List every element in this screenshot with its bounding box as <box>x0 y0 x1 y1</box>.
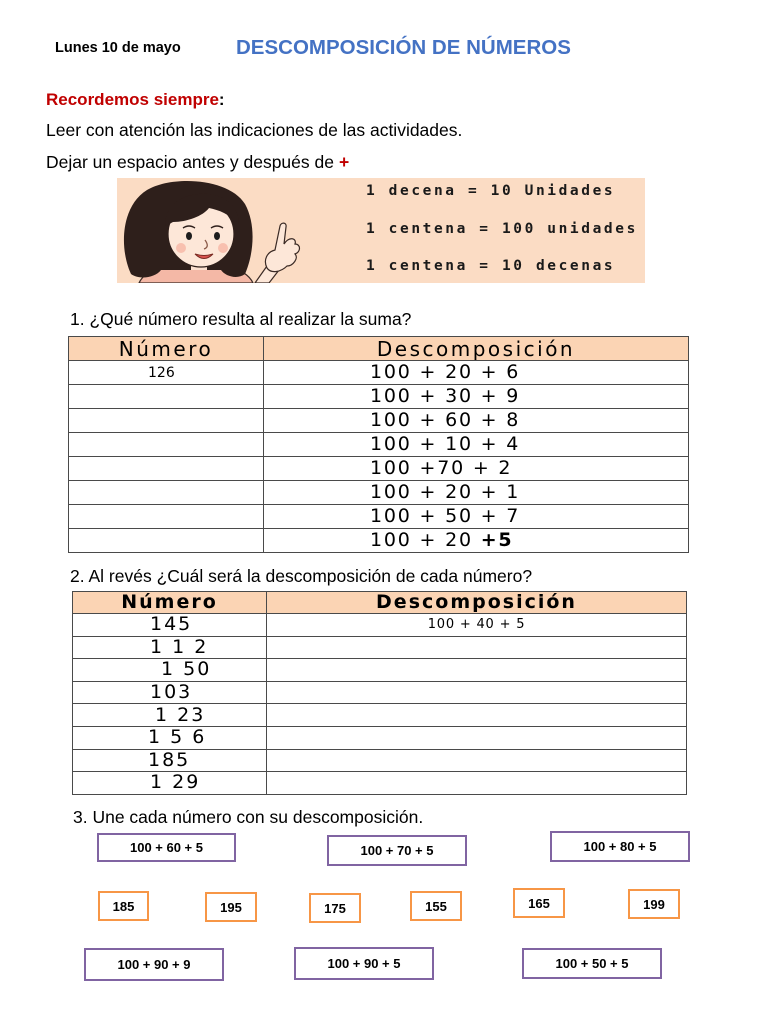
table-row <box>69 361 689 385</box>
number-cell <box>69 385 264 409</box>
sum-box: 100 + 90 + 9 <box>84 948 224 981</box>
number-cell: 145 <box>73 614 267 637</box>
exercise-3-prompt: 3. Une cada número con su descomposición. <box>73 807 424 827</box>
table-row <box>73 772 687 795</box>
number-cell <box>69 529 264 553</box>
table-row <box>69 409 689 433</box>
decomposition-cell: 100 + 40 + 5 <box>267 614 687 637</box>
number-cell: 1 50 <box>73 659 267 682</box>
decomposition-bold-text: +5 <box>480 529 514 551</box>
decomposition-cell: 100 + 60 + 8 <box>264 409 689 433</box>
decomposition-cell <box>267 681 687 704</box>
number-cell: 1 5 6 <box>73 726 267 749</box>
reminder-line-1: Leer con atención las indicaciones de las actividades. <box>46 120 463 140</box>
table-row <box>73 681 687 704</box>
number-box: 155 <box>410 891 462 921</box>
decomposition-cell: 100 + 20 + 6 <box>264 361 689 385</box>
number-cell <box>69 457 264 481</box>
banner-rule-3: 1 centena = 10 decenas <box>366 258 616 274</box>
decomposition-cell: 100 + 30 + 9 <box>264 385 689 409</box>
number-cell: 1 29 <box>73 772 267 795</box>
reminder-line-2-text: Dejar un espacio antes y después de <box>46 152 334 172</box>
table-row <box>69 481 689 505</box>
decomposition-cell <box>267 749 687 772</box>
number-cell <box>69 505 264 529</box>
reminder-colon: : <box>218 90 225 109</box>
table-row <box>73 749 687 772</box>
table-row <box>69 505 689 529</box>
number-box: 195 <box>205 892 257 922</box>
number-cell <box>69 433 264 457</box>
reminder-line-2 <box>46 152 349 172</box>
number-cell: 103 <box>73 681 267 704</box>
decomposition-cell <box>267 772 687 795</box>
table-row <box>69 385 689 409</box>
sum-box: 100 + 90 + 5 <box>294 947 434 980</box>
decomposition-cell: 100 +70 + 2 <box>264 457 689 481</box>
page-title: DESCOMPOSICIÓN DE NÚMEROS <box>236 36 571 59</box>
exercise-2-prompt: 2. Al revés ¿Cuál será la descomposición de cada número? <box>70 566 533 586</box>
decomposition-cell <box>267 726 687 749</box>
reminder-heading <box>46 90 225 110</box>
rules-banner <box>117 178 645 283</box>
header-number: Número <box>69 337 264 361</box>
table-row <box>69 457 689 481</box>
number-cell <box>69 409 264 433</box>
table-row <box>73 636 687 659</box>
sum-box: 100 + 70 + 5 <box>327 835 467 866</box>
plus-sign: + <box>338 152 350 172</box>
decomposition-text: 100 + 20 <box>370 529 473 551</box>
girl-illustration <box>117 178 317 283</box>
header-number: Número <box>73 592 267 614</box>
decomposition-cell: 100 + 10 + 4 <box>264 433 689 457</box>
date-label: Lunes 10 de mayo <box>55 40 181 56</box>
table-row <box>73 726 687 749</box>
sum-box: 100 + 60 + 5 <box>97 833 236 862</box>
number-cell: 1 1 2 <box>73 636 267 659</box>
exercise-1-prompt: 1. ¿Qué número resulta al realizar la suma? <box>70 309 412 329</box>
exercise-1-table <box>68 336 689 553</box>
number-cell <box>69 481 264 505</box>
table-row <box>73 659 687 682</box>
exercise-2-table <box>72 591 687 795</box>
number-cell: 1 23 <box>73 704 267 727</box>
decomposition-cell <box>267 704 687 727</box>
decomposition-cell: 100 + 50 + 7 <box>264 505 689 529</box>
banner-rule-2: 1 centena = 100 unidades <box>366 221 638 237</box>
table-header-row <box>73 592 687 614</box>
header-decomposition: Descomposición <box>264 337 689 361</box>
number-box: 199 <box>628 889 680 919</box>
header-decomposition: Descomposición <box>267 592 687 614</box>
table-row <box>73 614 687 637</box>
table-row <box>69 529 689 553</box>
number-box: 175 <box>309 893 361 923</box>
number-cell: 185 <box>73 749 267 772</box>
reminder-heading-text: Recordemos siempre <box>46 90 219 109</box>
decomposition-cell <box>267 659 687 682</box>
decomposition-cell <box>267 636 687 659</box>
table-row <box>73 704 687 727</box>
number-box: 165 <box>513 888 565 918</box>
number-box: 185 <box>98 891 149 921</box>
decomposition-cell <box>264 529 689 553</box>
number-cell: 126 <box>69 361 264 385</box>
sum-box: 100 + 50 + 5 <box>522 948 662 979</box>
table-header-row <box>69 337 689 361</box>
table-row <box>69 433 689 457</box>
banner-rule-1: 1 decena = 10 Unidades <box>366 183 616 199</box>
sum-box: 100 + 80 + 5 <box>550 831 690 862</box>
decomposition-cell: 100 + 20 + 1 <box>264 481 689 505</box>
